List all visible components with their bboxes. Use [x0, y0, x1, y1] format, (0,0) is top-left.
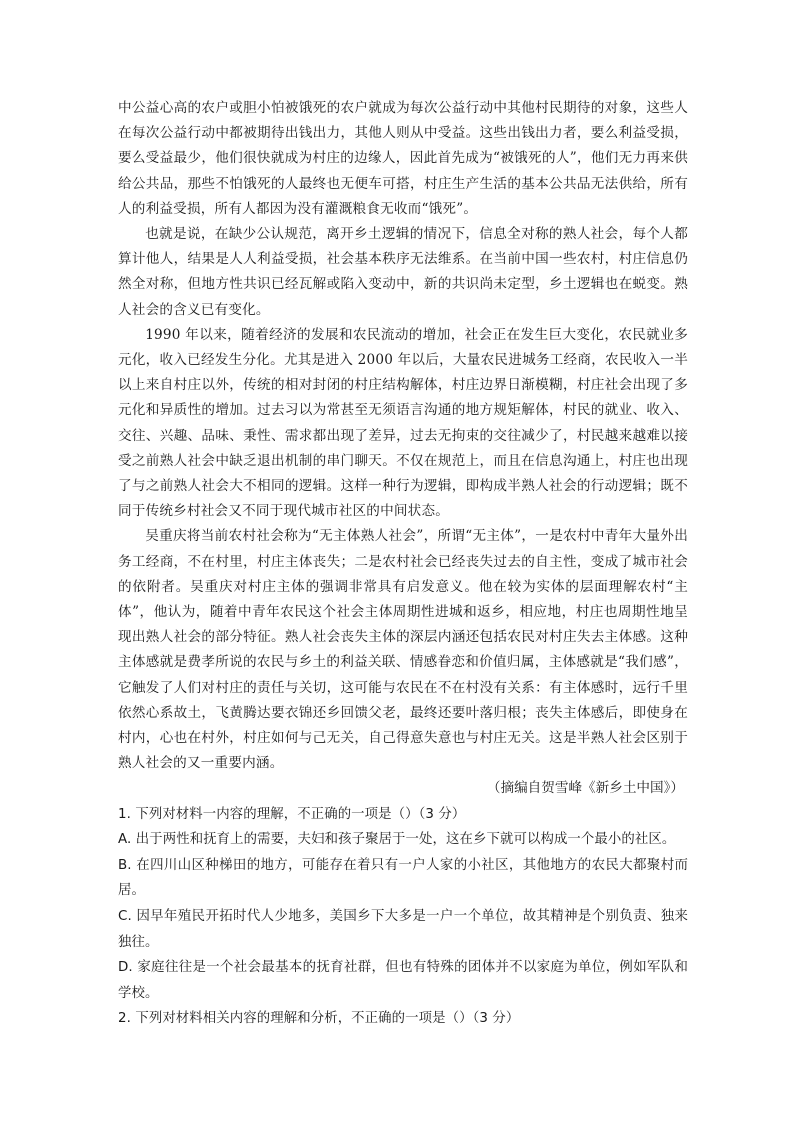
question-1-option-c: C. 因早年殖民开拓时代人少地多，美国乡下大多是一户一个单位，故其精神是个别负责、独来独往。 [118, 909, 688, 950]
passage-source: （摘编自贺雪峰《新乡土中国》） [486, 780, 684, 797]
question-1-option-b: B. 在四川山区种梯田的地方，可能存在着只有一户人家的小社区，其他地方的农民大都聚村而居。 [118, 857, 688, 899]
question-1-stem: 1. 下列对材料一内容的理解，不正确的一项是（）（3 分） [118, 806, 466, 822]
passage-paragraph-2: 也就是说，在缺少公认规范，离开乡土逻辑的情况下，信息全对称的熟人社会，每个人都算计他人，结果是人人利益受损，社会基本秩序无法维系。在当前中国一些农村，村庄信息仍然全对称，但地方性共识已经瓦解或陷入变动中，新的共识尚未定型，乡土逻辑也在蜕变。熟人社会的含义已有变化。 [118, 226, 688, 318]
document-page [118, 96, 688, 1032]
passage-paragraph-3: 1990 年以来，随着经济的发展和农民流动的增加，社会正在发生巨大变化，农民就业多元化，收入已经发生分化。尤其是进入 2000 年以后，大量农民进城务工经商，农民收入一半以上来自村庄以外，传统的相对封闭的村庄结构解体，村庄边界日渐模糊，村庄社会出现了多元化和异质性的增加。过去习以为常甚至无须语言沟通的地方规矩解体，村民的就业、收入、交往、兴趣、品味、秉性、需求都出现了差异，过去无拘束的交往减少了，村民越来越难以接受之前熟人社会中缺乏退出机制的串门聊天。不仅在规范上，而且在信息沟通上，村庄也出现了与之前熟人社会大不相同的逻辑。这样一种行为逻辑，即构成半熟人社会的行动逻辑；既不同于传统乡村社会又不同于现代城市社区的中间状态。 [118, 326, 688, 520]
question-2 [118, 1006, 688, 1032]
question-2-stem: 2. 下列对材料相关内容的理解和分析，不正确的一项是（）（3 分） [118, 1011, 520, 1027]
passage-paragraph-4: 吴重庆将当前农村社会称为“无主体熟人社会”，所谓“无主体”，一是农村中青年大量外出务工经商，不在村里，村庄主体丧失；二是农村社会已经丧失过去的自主性，变成了城市社会的依附者。吴重庆对村庄主体的强调非常具有启发意义。他在较为实体的层面理解农村“主体”，他认为，随着中青年农民这个社会主体周期性进城和返乡，相应地，村庄也周期性地呈现出熟人社会的部分特征。熟人社会丧失主体的深层内涵还包括农民对村庄失去主体感。这种主体感就是费孝所说的农民与乡土的利益关联、情感眷恋和价值归属，主体感就是“我们感”，它触发了人们对村庄的责任与关切，这可能与农民在不在村没有关系：有主体感时，远行千里依然心系故土，飞黄腾达要衣锦还乡回馈父老，最终还要叶落归根；丧失主体感后，即使身在村内，心也在村外，村庄如何与己无关，自己得意失意也与村庄无关。这是半熟人社会区别于熟人社会的又一重要内涵。 [118, 528, 688, 772]
question-1-option-d: D. 家庭往往是一个社会最基本的抚育社群，但也有特殊的团体并不以家庭为单位，例如军队和学校。 [118, 960, 688, 1001]
passage-paragraph-1: 中公益心高的农户或胆小怕被饿死的农户就成为每次公益行动中其他村民期待的对象，这些人在每次公益行动中都被期待出钱出力，其他人则从中受益。这些出钱出力者，要么利益受损，要么受益最少，他们很快就成为村庄的边缘人，因此首先成为“被饿死的人”，他们无力再来供给公共品，那些不怕饿死的人最终也无便车可搭，村庄生产生活的基本公共品无法供给，所有人的利益受损，所有人都因为没有灌溉粮食无收而“饿死”。 [118, 100, 688, 217]
question-1-option-a: A. 出于两性和抚育上的需要，夫妇和孩子聚居于一处，这在乡下就可以构成一个最小的社区。 [118, 832, 676, 848]
question-1 [118, 802, 688, 1007]
